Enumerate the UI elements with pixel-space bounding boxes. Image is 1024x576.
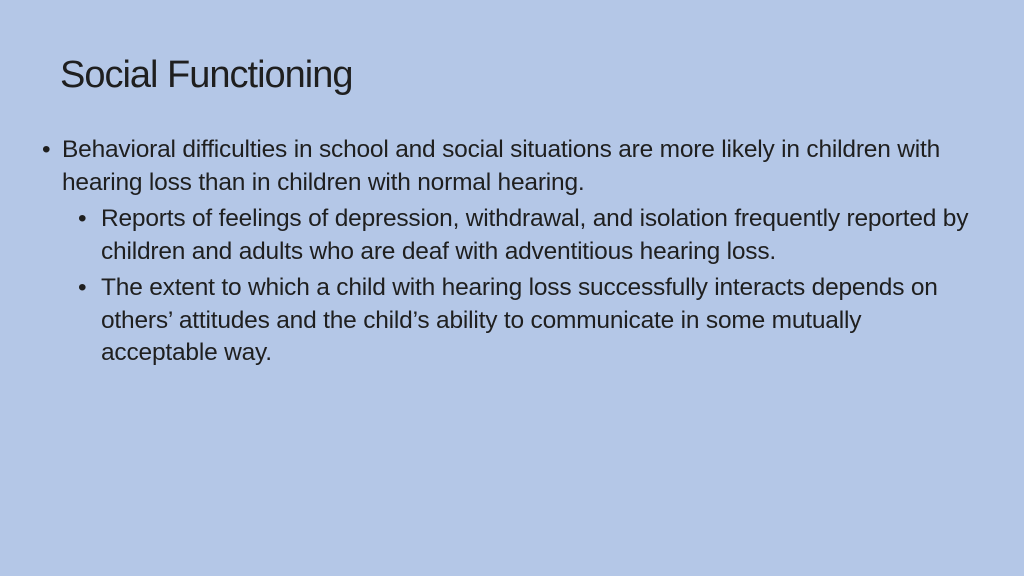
- bullet-marker: •: [78, 274, 87, 301]
- slide-title: Social Functioning: [60, 54, 353, 96]
- bullet-item: [40, 134, 980, 199]
- sub-bullet-item: [78, 272, 980, 370]
- slide-body: [40, 134, 980, 370]
- sub-bullet-item: [78, 203, 980, 268]
- bullet-text: Reports of feelings of depression, withdrawal, and isolation frequently reported by children and adults who are deaf with adventitious hearing loss.: [101, 205, 969, 265]
- bullet-marker: •: [42, 136, 51, 163]
- bullet-marker: •: [78, 205, 87, 232]
- bullet-text: The extent to which a child with hearing loss successfully interacts depends on others’ attitudes and the child’s ability to communicate in some mutually acceptable way.: [101, 274, 938, 366]
- bullet-text: Behavioral difficulties in school and social situations are more likely in children with hearing loss than in children with normal hearing.: [62, 136, 941, 196]
